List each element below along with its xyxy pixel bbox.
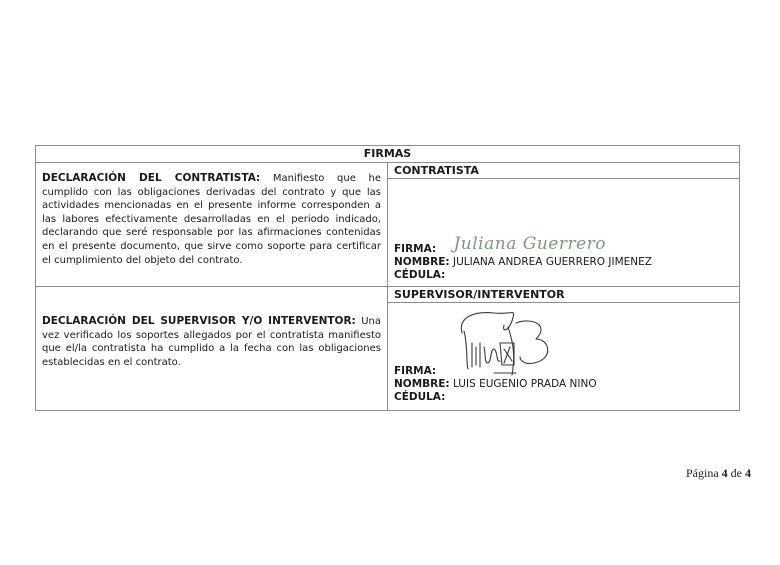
signatures-table — [35, 145, 740, 411]
page-number — [686, 466, 751, 481]
supervisor-nombre-value: LUIS EUGENIO PRADA NINO — [452, 378, 597, 390]
supervisor-declaration-text: Una vez verificado los soportes allegados por el contratista manifiesto que el/la contratista ha cumplido a la fecha con las obligaciones establecidas en el contrato. — [42, 316, 381, 368]
supervisor-cedula-label: CÉDULA: — [394, 391, 446, 403]
contractor-cedula-label: CÉDULA: — [394, 269, 446, 281]
page-word: Página — [686, 466, 719, 480]
contractor-nombre-value: JULIANA ANDREA GUERRERO JIMENEZ — [452, 256, 652, 268]
contractor-declaration-heading: DECLARACIÓN DEL CONTRATISTA: — [42, 172, 261, 184]
supervisor-declaration-heading: DECLARACIÓN DEL SUPERVISOR Y/O INTERVENTOR: — [42, 315, 356, 327]
supervisor-firma-row — [394, 365, 597, 378]
table-title: FIRMAS — [36, 146, 740, 163]
contractor-nombre-label: NOMBRE: — [394, 256, 450, 268]
contractor-cedula-value — [449, 270, 509, 278]
supervisor-nombre-label: NOMBRE: — [394, 378, 450, 390]
supervisor-cedula-value — [449, 392, 509, 400]
contractor-nombre-row — [394, 256, 652, 269]
page-total: 4 — [745, 466, 751, 480]
supervisor-signature-cell — [388, 287, 740, 411]
supervisor-firma-label: FIRMA: — [394, 365, 437, 377]
contractor-cedula-row — [394, 269, 652, 282]
supervisor-sign-area — [388, 303, 739, 410]
contractor-declaration-text: Manifiesto que he cumplido con las obligaciones derivadas del contrato y que las actividades mencionadas en el presente informe corresponden a las labores efectivamente desarrolladas en el periodo indicado, declarando que seré responsable por las afirmaciones contenidas en el presente documento, que sirve como soporte para certificar el cumplimiento del objeto del contrato. — [42, 173, 381, 266]
supervisor-declaration — [36, 287, 387, 369]
supervisor-declaration-cell — [36, 287, 388, 411]
contractor-firma-row — [394, 234, 652, 256]
contractor-declaration — [36, 163, 387, 267]
contractor-firma-label: FIRMA: — [394, 243, 437, 255]
supervisor-cedula-row — [394, 391, 597, 404]
of-word: de — [730, 466, 742, 480]
supervisor-role-header: SUPERVISOR/INTERVENTOR — [388, 287, 739, 303]
supervisor-nombre-row — [394, 378, 597, 391]
page-current: 4 — [721, 466, 728, 480]
contractor-signature: Juliana Guerrero — [453, 234, 607, 254]
contractor-role-header: CONTRATISTA — [388, 163, 739, 179]
contractor-sign-area — [388, 179, 739, 286]
contractor-signature-cell — [388, 163, 740, 287]
contractor-declaration-cell — [36, 163, 388, 287]
